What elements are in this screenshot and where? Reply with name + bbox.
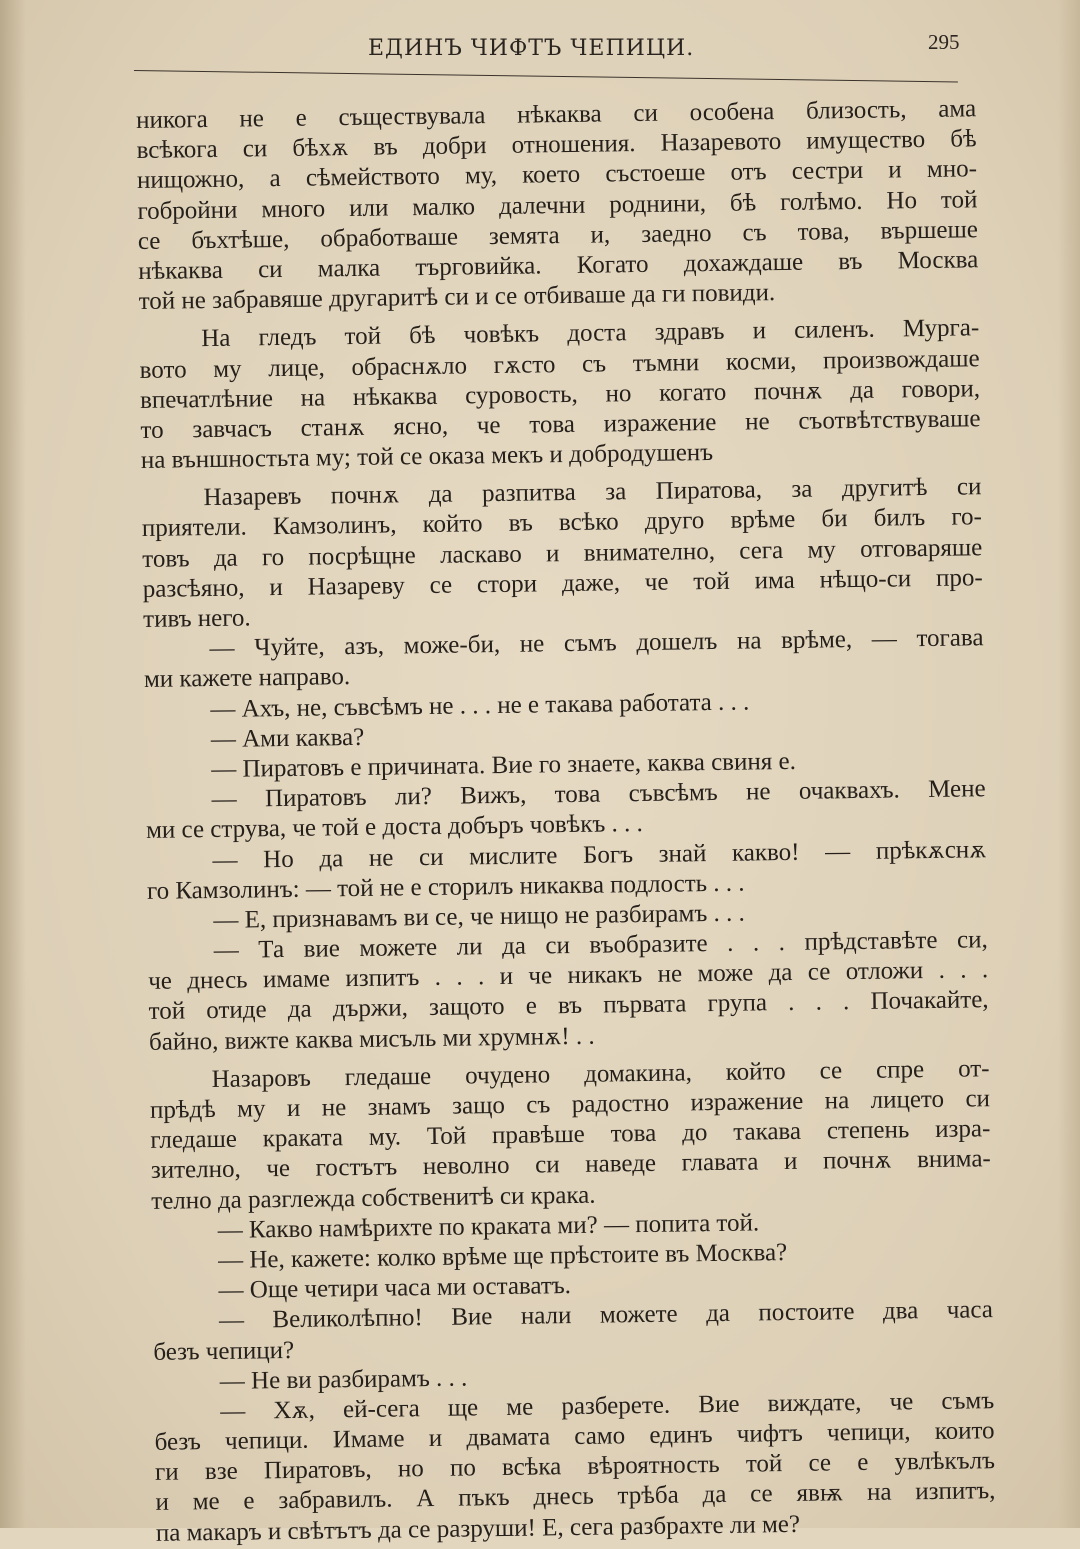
text-line: и ме е забравилъ. А пъкъ днесь трѣба да се явѭ на изпитъ, xyxy=(155,1477,996,1517)
text-line: гобройни много или малко далечни роднини, бѣ голѣмо. Но той xyxy=(137,185,978,225)
text-line: ми се струва, че той е доста добъръ човѣкъ . . . xyxy=(145,810,643,845)
text-line: се бъхтѣше, обработваше земята и, заедно съ това, вършеше xyxy=(137,216,978,255)
body-text xyxy=(136,94,996,1548)
text-line: телно да разглежда собственитѣ си крака. xyxy=(151,1181,596,1215)
text-line: — Та вие можете ли да си въобразите . . . прѣдставѣте си, xyxy=(213,926,988,965)
page-number: 295 xyxy=(928,30,960,54)
text-line: — Хѫ, ей-сега ще ме разберете. Вие виждате, че съмъ xyxy=(220,1387,995,1425)
text-line: — Пиратовъ ли? Вижъ, това съвсѣмъ не очаквахъ. Мене xyxy=(211,775,986,814)
text-line: безъ чепици? xyxy=(153,1336,295,1366)
text-line: — Не ви разбирамъ . . . xyxy=(219,1364,468,1395)
text-line: че днесь имаме изпитъ . . . и че никакъ не може да се отложи . . . xyxy=(148,956,989,996)
text-line: той не забравяше другаритѣ си и се отбиваше да ги повиди. xyxy=(138,279,776,316)
text-line: байно, вижте каква мисъль ми хрумнѫ! . . xyxy=(148,1022,595,1056)
text-line: вото му лице, обраснѫло гѫсто съ тъмни косми, произвождаше xyxy=(139,344,980,384)
text-line: на външностьта му; той се оказа мекъ и добродушенъ xyxy=(140,439,714,475)
text-line: никога не е съществувала нѣкаква си особена близость, ама xyxy=(136,95,977,134)
text-line: приятели. Камзолинъ, който въ всѣко друго врѣме би билъ го- xyxy=(141,503,983,543)
text-line: впечатлѣние на нѣкаква суровость, но когато почнѫ да говори, xyxy=(139,374,981,414)
text-line: — Не, кажете: колко врѣме ще прѣстоите въ Москва? xyxy=(217,1238,788,1274)
text-line: па макаръ и свѣтътъ да се разруши! Е, сега разбрахте ли ме? xyxy=(155,1510,801,1547)
text-line: — Великолѣпно! Вие нали можете да постоите два часа xyxy=(218,1296,994,1335)
text-line: — Но да не си мислите Богъ знай какво! — прѣкѫснѫ xyxy=(212,835,987,874)
text-line: то завчасъ станѫ ясно, че това изражение не съотвѣтствуваше xyxy=(140,405,981,444)
text-line: той отиде да държи, защото е въ първата група . . . Почакайте, xyxy=(148,986,989,1026)
text-line: товъ да го посрѣщне ласкаво и внимателно, сега му отговаряше xyxy=(142,533,983,573)
text-line: — Е, признавамъ ви се, че нищо не разбирамъ . . . xyxy=(213,899,745,934)
text-line: нищожно, а сѣмейството му, което състоеше отъ сестри и мно- xyxy=(136,155,978,195)
text-line: — Чуйте, азъ, може-би, не съмъ дошелъ на врѣме, — тогава xyxy=(209,624,984,663)
text-line: — Ами каква? xyxy=(210,723,365,753)
text-line: ми кажете направо. xyxy=(143,663,351,694)
text-line: разсѣяно, и Назареву се стори даже, че той има нѣщо-си про- xyxy=(142,564,983,603)
header-rule xyxy=(134,70,958,83)
running-title: ЕДИНЪ ЧИФТЪ ЧЕПИЦИ. xyxy=(368,36,695,61)
text-line: го Камзолинъ: — той не е сторилъ никаква подлость . . . xyxy=(146,869,745,905)
text-line: На гледъ той бѣ човѣкъ доста здравъ и силенъ. Мурга- xyxy=(201,314,980,353)
text-line: — Какво намѣрихте по краката ми? — попита той. xyxy=(217,1209,760,1244)
text-line: — Ахъ, не, съвсѣмъ не . . . не е такава работата . . . xyxy=(210,688,750,723)
text-line: нѣкаква си малка търговийка. Когато дохаждаше въ Москва xyxy=(138,246,979,285)
page-header xyxy=(0,30,1080,70)
text-line: Назаровъ гледаше очудено домакина, който се спре от- xyxy=(211,1054,990,1093)
text-line: зително, че гостътъ неволно си наведе главата и почнѫ внима- xyxy=(150,1145,991,1185)
text-line: Назаревъ почнѫ да разпитва за Пиратова, за другитѣ си xyxy=(203,473,982,512)
text-line: — Още четири часа ми оставатъ. xyxy=(218,1272,572,1305)
text-line: прѣдѣ му и не знамъ защо съ радостно изражение на лицето си xyxy=(149,1085,991,1124)
text-line: тивъ него. xyxy=(142,604,251,633)
text-line: всѣкога си бѣхѫ въ добри отношения. Назаревото имущество бѣ xyxy=(136,125,977,165)
text-line: ги взе Пиратовъ, но по всѣка вѣроятность той се е увлѣкълъ xyxy=(154,1447,996,1487)
text-line: безъ чепици. Имаме и двамата само единъ чифтъ чепици, които xyxy=(154,1417,995,1456)
text-line: гледаше краката му. Той правѣше това до такава степень изра- xyxy=(150,1115,991,1155)
text-line: — Пиратовъ е причината. Вие го знаете, каква свиня е. xyxy=(211,747,797,783)
